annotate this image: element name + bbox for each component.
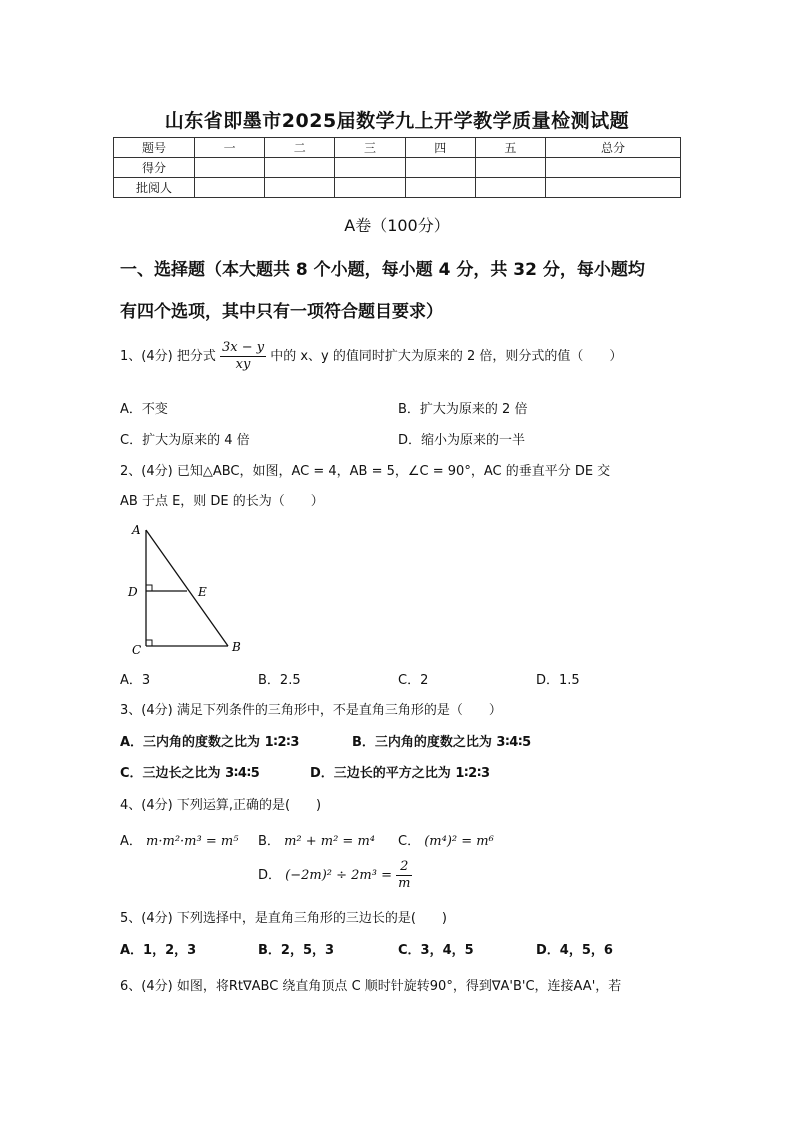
q4-option-c-label: C． [398,834,421,849]
q4-option-d-label: D． [258,868,282,883]
q2-option-d[interactable]: D．1.5 [536,673,580,688]
q1-suffix: 中的 x、y 的值同时扩大为原来的 2 倍，则分式的值（ ） [270,349,623,364]
q1-fraction [220,340,266,373]
q4-option-c[interactable] [398,830,494,849]
score-table [113,137,681,198]
table-cell: 总分 [546,138,681,158]
question-5: 5、(4分) 下列选择中，是直角三角形的三边长的是( ) [120,911,447,926]
table-cell [405,178,475,198]
q4-option-b-label: B． [258,834,280,849]
question-6: 6、(4分) 如图，将Rt∇ABC 绕直角顶点 C 顺时针旋转90°，得到∇A'B'C，连接AA'，若 [120,979,622,994]
question-2-line2: AB 于点 E，则 DE 的长为（ ） [120,494,324,509]
label-e: E [198,585,207,599]
q2-option-b[interactable]: B．2.5 [258,673,301,688]
table-cell: 题号 [114,138,195,158]
q4-option-d[interactable] [258,859,412,892]
q3-option-d[interactable]: D．三边长的平方之比为 1∶2∶3 [310,766,491,781]
table-cell [265,178,335,198]
q4-option-a[interactable] [120,830,238,849]
label-d: D [128,585,138,599]
table-cell [265,158,335,178]
table-cell: 四 [405,138,475,158]
q3-option-a[interactable]: A．三内角的度数之比为 1∶2∶3 [120,735,300,750]
table-cell: 得分 [114,158,195,178]
table-cell [195,178,265,198]
table-cell: 一 [195,138,265,158]
table-cell: 批阅人 [114,178,195,198]
table-cell [335,178,405,198]
q3-option-b[interactable]: B．三内角的度数之比为 3∶4∶5 [352,735,532,750]
section-1-heading-cont: 有四个选项，其中只有一项符合题目要求） [120,302,443,322]
q1-prefix: 1、(4分) 把分式 [120,349,216,364]
q1-option-a[interactable]: A．不变 [120,402,168,417]
question-4: 4、(4分) 下列运算,正确的是( ) [120,798,322,813]
table-cell: 二 [265,138,335,158]
q3-option-c[interactable]: C．三边长之比为 3∶4∶5 [120,766,260,781]
q5-option-d[interactable]: D．4，5，6 [536,943,613,958]
q4-option-a-label: A． [120,834,142,849]
table-cell [405,158,475,178]
q1-option-d[interactable]: D．缩小为原来的一半 [398,433,526,448]
triangle-figure [120,520,250,660]
table-cell: 五 [475,138,545,158]
table-cell: 三 [335,138,405,158]
q1-option-b[interactable]: B．扩大为原来的 2 倍 [398,402,528,417]
label-b: B [232,640,241,654]
q4-option-d-expr: (−2m)² ÷ 2m³ = [285,868,392,883]
q1-frac-num: 3x − y [221,340,265,355]
label-c: C [132,643,142,657]
table-cell [546,178,681,198]
q5-option-c[interactable]: C．3，4，5 [398,943,474,958]
table-cell [475,178,545,198]
q4-d-frac-den: m [398,876,411,891]
q4-option-d-fraction [396,859,412,892]
page-title: 山东省即墨市2025届数学九上开学教学质量检测试题 [164,110,630,132]
q1-frac-den: xy [235,357,251,372]
q4-option-b[interactable] [258,830,375,849]
q4-option-a-expr: m·m²·m³ = m⁵ [146,834,239,849]
question-3: 3、(4分) 满足下列条件的三角形中，不是直角三角形的是（ ） [120,703,502,718]
q4-d-frac-num: 2 [396,859,412,876]
question-1 [120,340,622,373]
q2-option-a[interactable]: A．3 [120,673,151,688]
q4-option-c-expr: (m⁴)² = m⁶ [424,834,494,849]
table-row [114,178,681,198]
question-2-line1: 2、(4分) 已知△ABC，如图，AC = 4，AB = 5，∠C = 90°，AC 的垂直平分 DE 交 [120,464,611,479]
table-cell [195,158,265,178]
table-row [114,138,681,158]
table-row [114,158,681,178]
q1-option-c[interactable]: C．扩大为原来的 4 倍 [120,433,250,448]
q2-option-c[interactable]: C．2 [398,673,429,688]
table-cell [475,158,545,178]
q5-option-a[interactable]: A．1，2，3 [120,943,197,958]
q5-option-b[interactable]: B．2，5，3 [258,943,335,958]
q4-option-b-expr: m² + m² = m⁴ [284,834,375,849]
section-1-heading: 一、选择题（本大题共 8 个小题，每小题 4 分，共 32 分，每小题均 [120,260,645,280]
table-cell [546,158,681,178]
section-a-heading: A卷（100分） [344,216,450,235]
table-cell [335,158,405,178]
label-a: A [132,523,141,537]
